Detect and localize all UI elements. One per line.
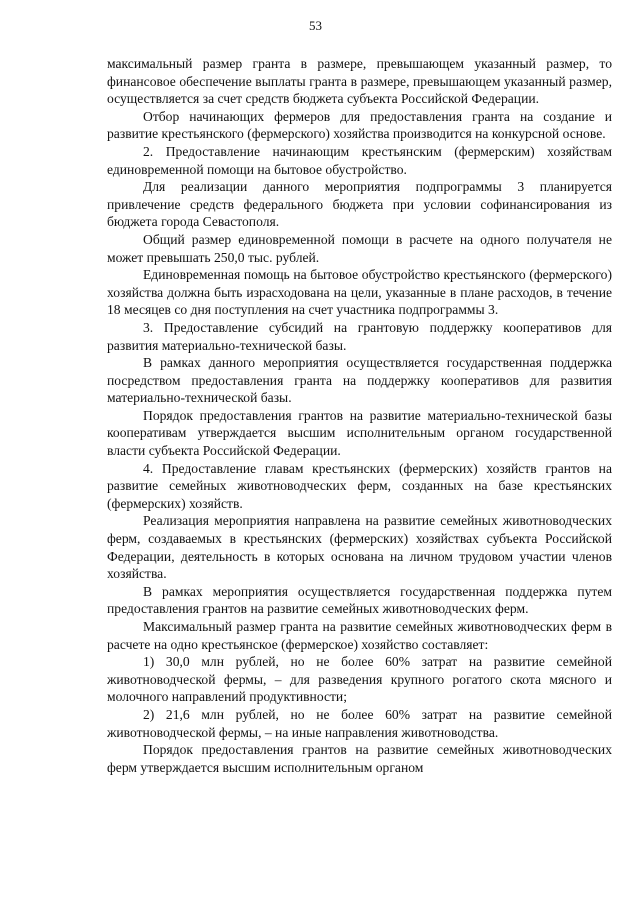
paragraph: Общий размер единовременной помощи в расчете на одного получателя не может превышать 250,0 тыс. рублей.: [107, 231, 612, 265]
paragraph: 1) 30,0 млн рублей, но не более 60% затрат на развитие семейной животноводческой фермы, – для разведения крупного рогатого скота мясного и молочного направлений продуктивности;: [107, 654, 612, 705]
paragraph: В рамках мероприятия осуществляется государственная поддержка путем предоставления грантов на развитие семейных животноводческих ферм.: [107, 583, 612, 617]
paragraph: В рамках данного мероприятия осуществляется государственная поддержка посредством предоставления гранта на поддержку кооперативов для развития материально-технической базы.: [107, 355, 612, 406]
paragraph: максимальный размер гранта в размере, превышающем указанный размер, то финансовое обеспечение выплаты гранта в размере, превышающем указанный размер, осуществляется за счет средств бюджета субъекта Российской Федерации.: [107, 56, 612, 107]
paragraph: Для реализации данного мероприятия подпрограммы 3 планируется привлечение средств федерального бюджета при условии софинансирования из бюджета города Севастополя.: [107, 179, 612, 230]
paragraph: Отбор начинающих фермеров для предоставления гранта на создание и развитие крестьянского (фермерского) хозяйства производится на конкурсной основе.: [107, 108, 612, 142]
paragraph: Порядок предоставления грантов на развитие материально-технической базы кооперативам утверждается высшим исполнительным органом государственной власти субъекта Российской Федерации.: [107, 407, 612, 459]
paragraph: 2. Предоставление начинающим крестьянским (фермерским) хозяйствам единовременной помощи на бытовое обустройство.: [107, 143, 612, 177]
paragraph: Реализация мероприятия направлена на развитие семейных животноводческих ферм, создаваемых в крестьянских (фермерских) хозяйствах субъекта Российской Федерации, деятельность в которых основана на личном трудовом участии членов хозяйства.: [107, 513, 612, 582]
paragraph: Единовременная помощь на бытовое обустройство крестьянского (фермерского) хозяйства должна быть израсходована на цели, указанные в плане расходов, в течение 18 месяцев со дня поступления на счет участника подпрограммы 3.: [107, 267, 612, 318]
paragraph: Максимальный размер гранта на развитие семейных животноводческих ферм в расчете на одно крестьянское (фермерское) хозяйство составляет:: [107, 619, 612, 652]
paragraph: Порядок предоставления грантов на развитие семейных животноводческих ферм утверждается высшим исполнительным органом: [107, 742, 612, 775]
paragraph: 3. Предоставление субсидий на грантовую поддержку кооперативов для развития материально-технической базы.: [107, 319, 612, 353]
paragraph: 4. Предоставление главам крестьянских (фермерских) хозяйств грантов на развитие семейных животноводческих ферм, созданных на базе крестьянских (фермерских) хозяйств.: [107, 460, 612, 511]
page-number: 53: [309, 18, 322, 33]
document-body: [107, 55, 612, 776]
paragraph: 2) 21,6 млн рублей, но не более 60% затрат на развитие семейной животноводческой фермы, – на иные направления животноводства.: [107, 706, 612, 740]
